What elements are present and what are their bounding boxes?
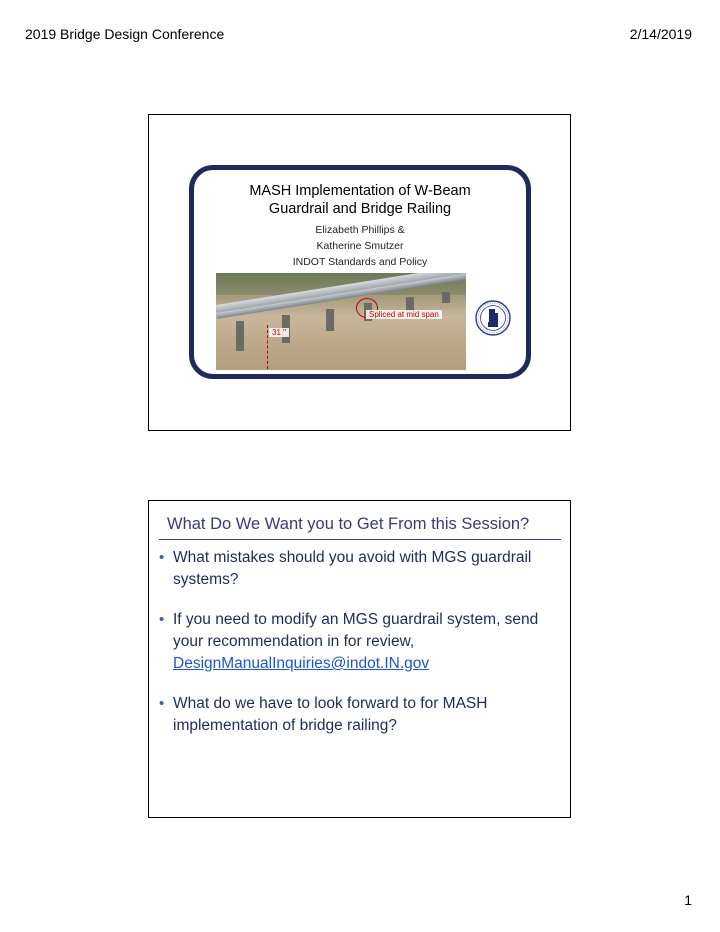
presentation-title-line2: Guardrail and Bridge Railing: [268, 201, 452, 217]
bullet-list: [159, 547, 564, 737]
presentation-title: [194, 182, 526, 218]
bullet-item: [159, 547, 564, 591]
heading-divider: [159, 539, 561, 540]
page-number: 1: [684, 892, 692, 908]
photo-post: [326, 309, 334, 331]
height-label: 31 ": [269, 328, 289, 337]
bullet-text-line: implementation of bridge railing?: [173, 717, 398, 734]
author-line-3: INDOT Standards and Policy: [292, 256, 428, 268]
indot-seal-icon: [475, 300, 511, 336]
slide-title: [148, 114, 571, 431]
bullet-text-line: What mistakes should you avoid with MGS guardrail: [173, 549, 532, 566]
bullet-text-line: your recommendation in for review,: [173, 633, 415, 650]
email-link[interactable]: DesignManualInquiries@indot.IN.gov: [173, 655, 430, 672]
guardrail-photo: [216, 273, 466, 370]
slide-heading: What Do We Want you to Get From this Session?: [167, 515, 530, 533]
height-dimension-line: [267, 325, 268, 369]
handout-header-date: 2/14/2019: [629, 26, 692, 42]
bullet-icon: •: [159, 611, 165, 628]
bullet-text-line: If you need to modify an MGS guardrail system, send: [173, 611, 539, 628]
photo-post: [406, 297, 414, 311]
bullet-text-line: systems?: [173, 571, 239, 588]
authors: [194, 222, 526, 270]
slide-session-goals: [148, 500, 571, 818]
bullet-item: [159, 693, 564, 737]
author-line-1: Elizabeth Phillips &: [315, 224, 405, 236]
bullet-text-line: What do we have to look forward to for MASH: [173, 695, 488, 712]
presentation-title-line1: MASH Implementation of W-Beam: [249, 183, 471, 199]
bullet-icon: •: [159, 695, 165, 712]
bullet-item: [159, 609, 564, 675]
handout-header-title: 2019 Bridge Design Conference: [25, 26, 225, 42]
splice-label: Spliced at mid span: [366, 310, 442, 319]
author-line-2: Katherine Smutzer: [316, 240, 404, 252]
photo-post: [236, 321, 244, 351]
photo-post: [442, 292, 450, 303]
title-frame: [189, 165, 531, 379]
bullet-icon: •: [159, 549, 165, 566]
